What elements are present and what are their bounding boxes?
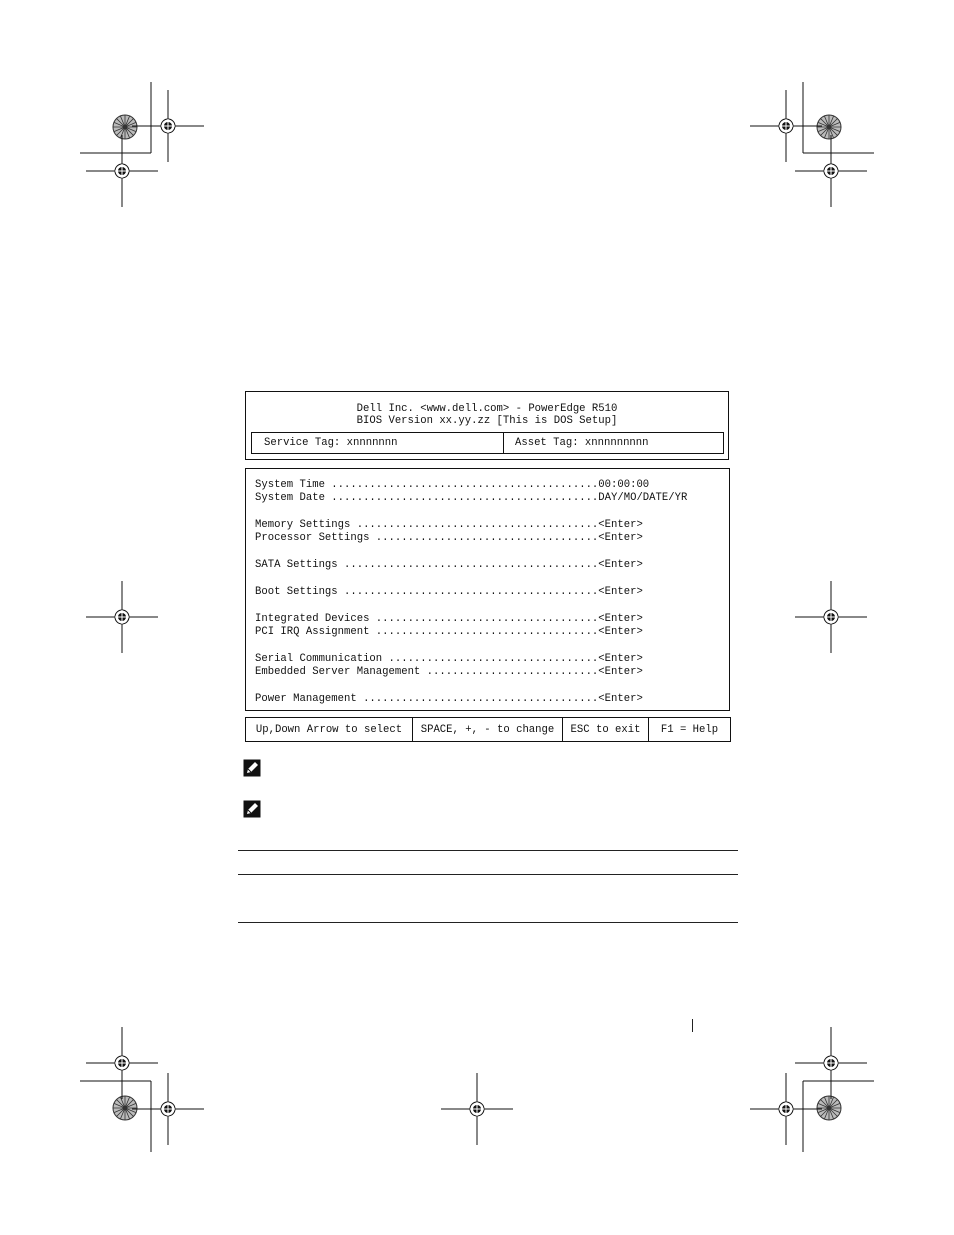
table-rule-top	[238, 850, 738, 851]
menu-item-label: SATA Settings ........................................	[255, 559, 599, 571]
menu-item-label: Memory Settings ......................................	[255, 519, 599, 531]
registration-mark-icon	[750, 90, 822, 162]
registration-mark-icon	[132, 90, 204, 162]
menu-item-label: Processor Settings ...................................	[255, 532, 599, 544]
registration-mark-icon	[86, 135, 158, 207]
menu-item-memory-settings[interactable]	[255, 519, 643, 532]
registration-mark-icon	[86, 1027, 158, 1099]
menu-item-value: <Enter>	[598, 693, 643, 705]
menu-item-system-date[interactable]	[255, 492, 687, 505]
footer-hint-select: Up,Down Arrow to select	[246, 718, 413, 741]
footer-hint-help: F1 = Help	[660, 723, 719, 736]
registration-mark-icon	[113, 1096, 137, 1120]
menu-item-label: Serial Communication .................................	[255, 653, 599, 665]
menu-item-system-time[interactable]	[255, 479, 649, 492]
registration-mark-icon	[795, 135, 867, 207]
bios-title-line: Dell Inc. <www.dell.com> - PowerEdge R510	[356, 403, 618, 415]
registration-mark-icon	[750, 1073, 822, 1145]
menu-item-label: System Date ..........................................	[255, 492, 599, 504]
menu-item-label: Boot Settings ........................................	[255, 586, 599, 598]
page-number-divider	[692, 1019, 693, 1032]
menu-item-pci-irq-assignment[interactable]	[255, 626, 643, 639]
menu-item-label: Embedded Server Management ...........................	[255, 666, 599, 678]
menu-item-sata-settings[interactable]	[255, 559, 643, 572]
table-rule-header	[238, 874, 738, 875]
asset-tag: Asset Tag: xnnnnnnnnn	[515, 437, 649, 449]
tag-row	[251, 432, 724, 454]
bios-version-line: BIOS Version xx.yy.zz [This is DOS Setup]	[356, 415, 618, 427]
menu-item-label: Integrated Devices ...................................	[255, 613, 599, 625]
registration-mark-icon	[132, 1073, 204, 1145]
menu-item-label: System Time ..........................................	[255, 479, 599, 491]
menu-item-value: <Enter>	[598, 666, 643, 678]
service-tag: Service Tag: xnnnnnnn	[252, 433, 504, 453]
footer-hint-exit: ESC to exit	[563, 718, 649, 741]
menu-item-embedded-server-management[interactable]	[255, 666, 643, 679]
registration-mark-icon	[86, 581, 158, 653]
menu-item-power-management[interactable]	[255, 693, 643, 706]
bios-footer-bar	[245, 717, 731, 742]
registration-mark-icon	[817, 115, 841, 139]
menu-item-value: <Enter>	[598, 559, 643, 571]
note-pencil-icon	[243, 759, 261, 777]
footer-hint-change: SPACE, +, - to change	[413, 718, 563, 741]
menu-item-value: <Enter>	[598, 586, 643, 598]
registration-mark-icon	[817, 1096, 841, 1120]
bios-header-panel	[245, 391, 729, 460]
menu-item-processor-settings[interactable]	[255, 532, 643, 545]
table-rule-bottom	[238, 922, 738, 923]
menu-item-value: <Enter>	[598, 653, 643, 665]
menu-item-label: PCI IRQ Assignment ...................................	[255, 626, 599, 638]
registration-mark-icon	[113, 115, 137, 139]
menu-item-value: <Enter>	[598, 626, 643, 638]
menu-item-value: DAY/MO/DATE/YR	[598, 492, 688, 504]
registration-mark-icon	[795, 581, 867, 653]
menu-item-value: <Enter>	[598, 532, 643, 544]
registration-mark-icon	[795, 1027, 867, 1099]
menu-item-value: <Enter>	[598, 519, 643, 531]
menu-item-value: 00:00:00	[598, 479, 650, 491]
menu-item-value: <Enter>	[598, 613, 643, 625]
menu-item-serial-communication[interactable]	[255, 653, 643, 666]
registration-mark-icon	[441, 1073, 513, 1145]
menu-item-label: Power Management .....................................	[255, 693, 599, 705]
menu-item-boot-settings[interactable]	[255, 586, 643, 599]
bios-menu-panel	[245, 468, 730, 711]
note-pencil-icon	[243, 800, 261, 818]
menu-item-integrated-devices[interactable]	[255, 613, 643, 626]
